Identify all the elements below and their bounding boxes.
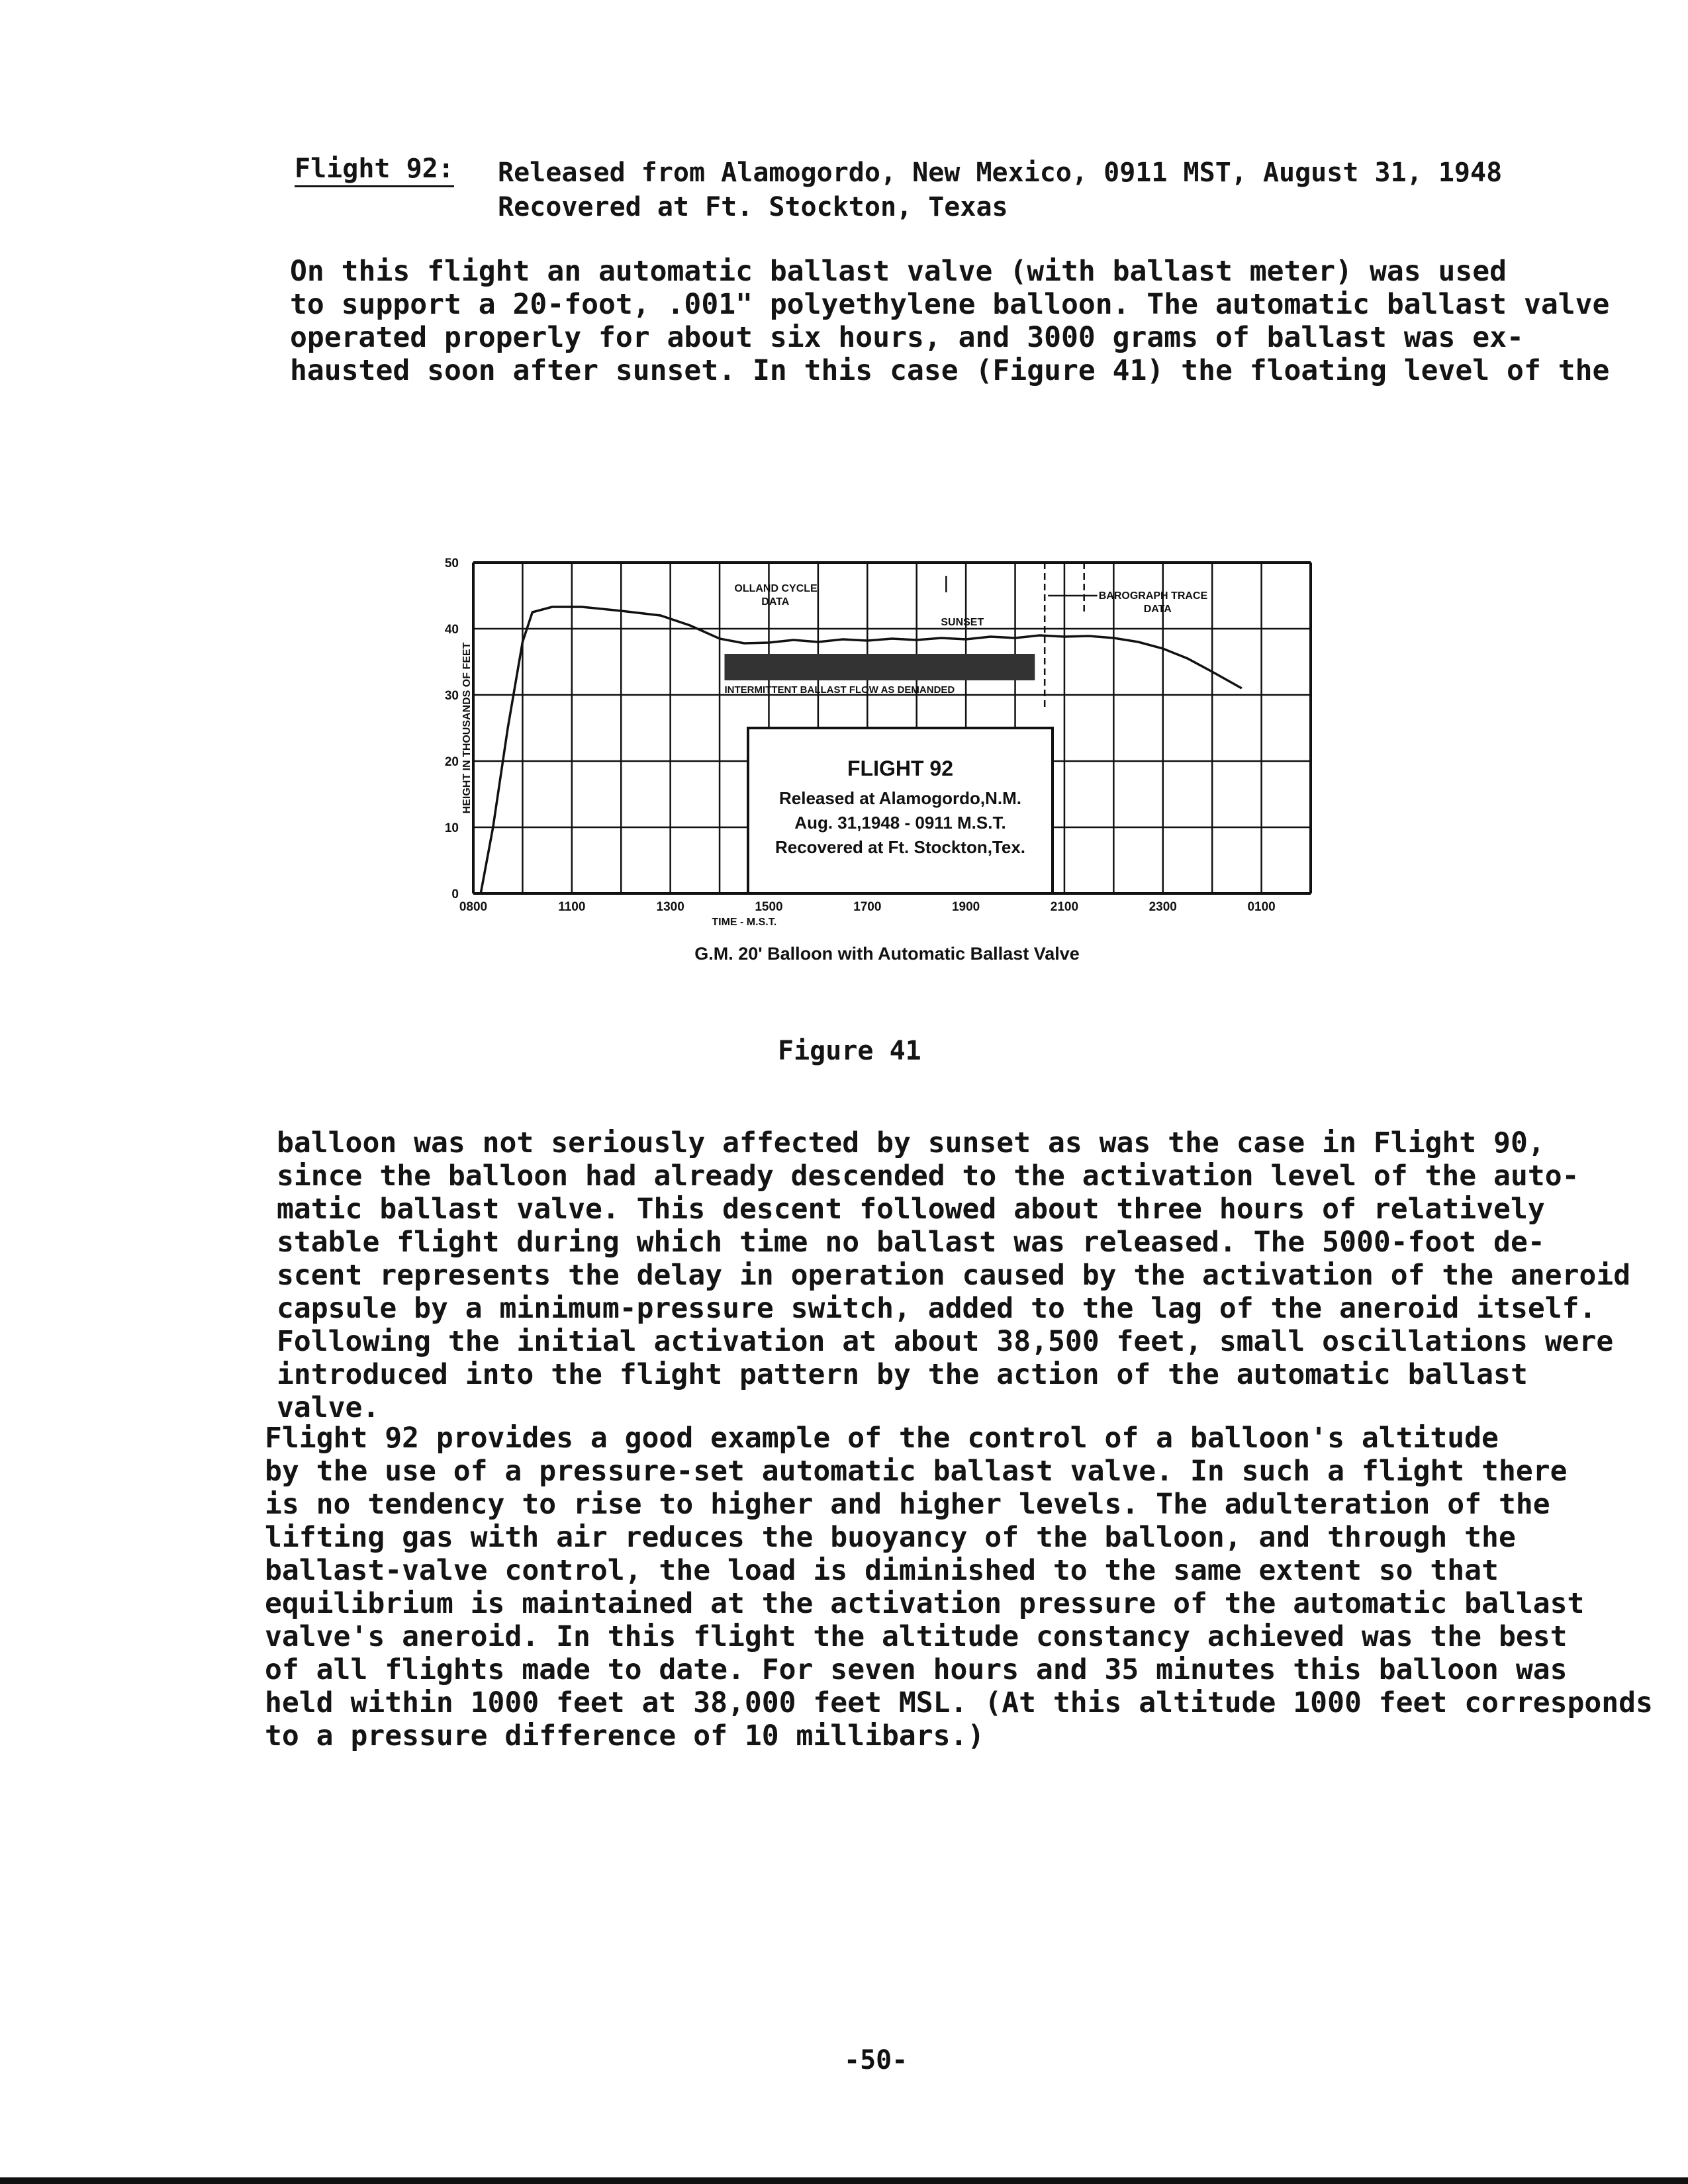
chart-svg (424, 536, 1324, 979)
ballast-flow-band (725, 654, 1035, 680)
x-tick-label: 1900 (951, 900, 980, 914)
barograph-label-1: BAROGRAPH TRACE (1098, 590, 1208, 602)
figure-41-chart (424, 536, 1324, 979)
y-tick-label: 30 (444, 689, 459, 703)
y-tick-label: 40 (444, 623, 459, 637)
paragraph-3: Flight 92 provides a good example of the control of a balloon's altitude by the use of a pressure-set automatic ballast valve. In such a flight there is no tendency to rise to higher and higher levels. The adulteration of the lifting gas with air reduces the buoyancy of the balloon, and through the ballast-valve control, the load is diminished to the same extent so that equilibrium is maintained at the activation pressure of the automatic ballast valve's aneroid. In this flight the altitude constancy achieved was the best of all flights made to date. For seven hours and 35 minutes this balloon was held within 1000 feet at 38,000 feet MSL. (At this altitude 1000 feet corresponds to a pressure difference of 10 millibars.) (265, 1422, 1653, 1752)
x-axis-label: TIME - M.S.T. (712, 917, 777, 928)
olland-label-2: DATA (761, 596, 790, 608)
figure-subtitle: G.M. 20' Balloon with Automatic Ballast Valve (694, 944, 1080, 964)
x-tick-label: 1300 (656, 900, 684, 914)
x-tick-label: 1500 (755, 900, 783, 914)
x-tick-label: 0800 (459, 900, 488, 914)
page-bottom-edge (0, 2177, 1688, 2184)
x-tick-label: 2300 (1149, 900, 1177, 914)
paragraph-1: On this flight an automatic ballast valve (with ballast meter) was used to support a 20-foot, .001" polyethylene balloon. The automatic ballast valve operated properly for about six hours, and 3000 grams of ballast was ex- hausted soon after sunset. In this case (Figure 41) the floating level of the (290, 255, 1610, 387)
x-tick-label: 2100 (1050, 900, 1079, 914)
info-box-line3: Recovered at Ft. Stockton,Tex. (774, 837, 1026, 857)
sunset-label: SUNSET (941, 617, 984, 628)
info-box-line2: Aug. 31,1948 - 0911 M.S.T. (794, 813, 1006, 833)
figure-caption: Figure 41 (778, 1036, 921, 1066)
y-tick-label: 0 (451, 887, 459, 901)
y-tick-label: 50 (444, 557, 459, 570)
paragraph-2: balloon was not seriously affected by sunset as was the case in Flight 90, since the balloon had already descended to the activation level of the auto- matic ballast valve. This descent followed about three hours of relatively stable flight during which time no ballast was released. The 5000-foot de- scent represents the delay in operation caused by the activation of the aneroid capsule by a minimum-pressure switch, added to the lag of the aneroid itself. Following the initial activation at about 38,500 feet, small oscillations were introduced into the flight pattern by the action of the automatic ballast valve. (277, 1126, 1631, 1424)
olland-label-1: OLLAND CYCLE (734, 583, 818, 594)
barograph-label-2: DATA (1143, 604, 1172, 615)
header-release-line: Released from Alamogordo, New Mexico, 0911 MST, August 31, 1948 (498, 158, 1503, 188)
x-tick-label: 0100 (1247, 900, 1276, 914)
ballast-flow-label: INTERMITTENT BALLAST FLOW AS DEMANDED (724, 684, 955, 696)
flight-label: Flight 92: (295, 154, 454, 187)
x-tick-label: 1700 (853, 900, 882, 914)
y-tick-label: 20 (444, 755, 459, 769)
page-number: -50- (844, 2045, 908, 2075)
y-axis-label: HEIGHT IN THOUSANDS OF FEET (461, 642, 473, 814)
y-tick-label: 10 (444, 821, 459, 835)
info-box (748, 728, 1053, 893)
info-box-title: FLIGHT 92 (847, 756, 954, 780)
header-recovery-line: Recovered at Ft. Stockton, Texas (498, 192, 1008, 222)
x-tick-label: 1100 (558, 900, 586, 914)
info-box-line1: Released at Alamogordo,N.M. (779, 788, 1021, 808)
